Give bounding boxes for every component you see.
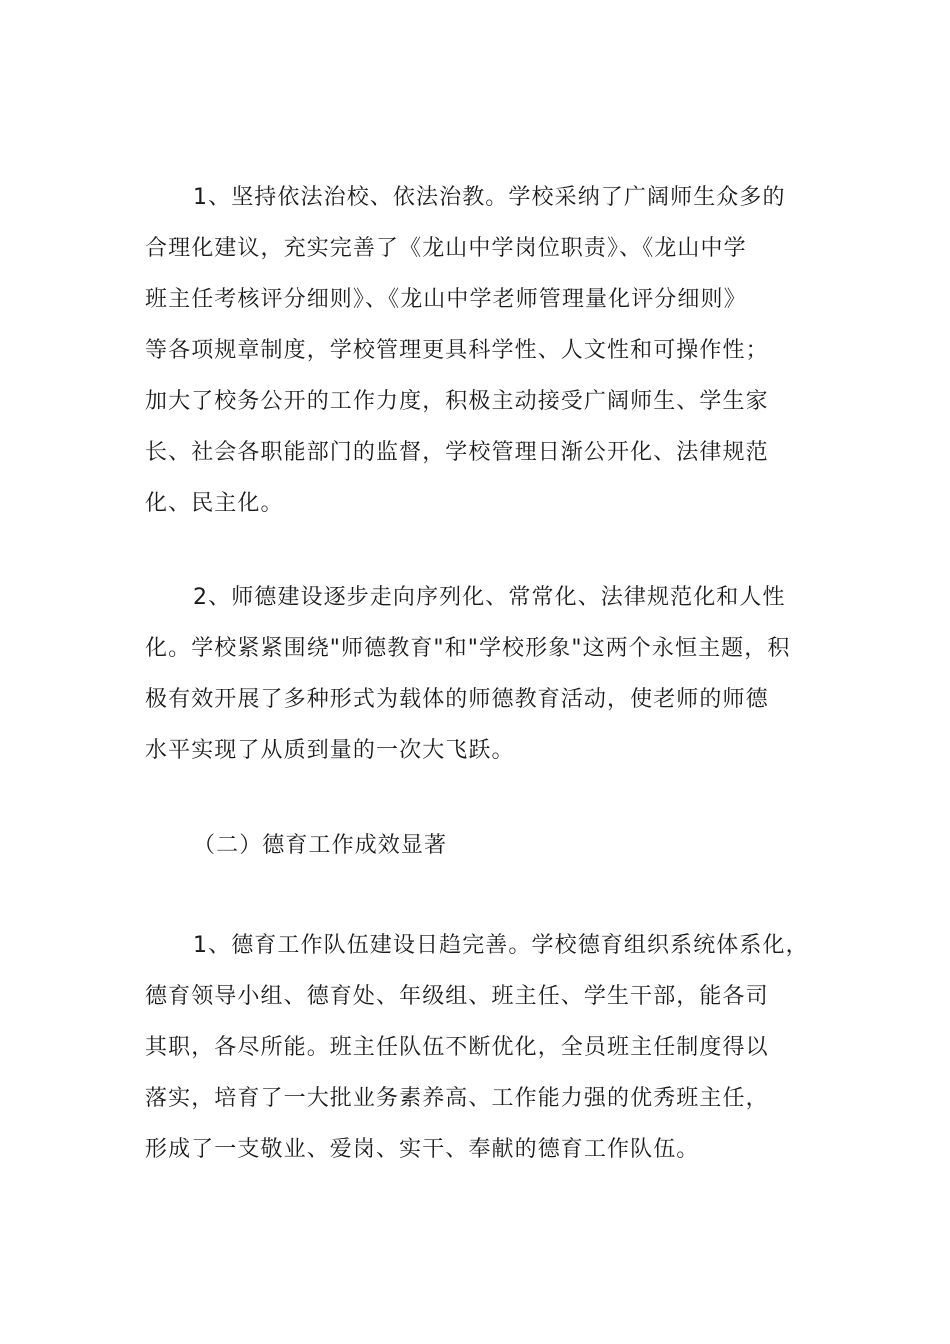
paragraph-line: 化。学校紧紧围绕"师德教育"和"学校形象"这两个永恒主题，积 xyxy=(145,636,791,661)
paragraph-line: 合理化建议，充实完善了《龙山中学岗位职责》、《龙山中学 xyxy=(145,236,747,261)
paragraph-line: 加大了校务公开的工作力度，积极主动接受广阔师生、学生家 xyxy=(145,389,769,414)
paragraph-line: 极有效开展了多种形式为载体的师德教育活动，使老师的师德 xyxy=(145,687,769,712)
section-heading-text: （二）德育工作成效显著 xyxy=(193,833,448,858)
paragraph-line: 其职，各尽所能。班主任队伍不断优化，全员班主任制度得以 xyxy=(145,1035,769,1060)
paragraph-rule-of-law xyxy=(145,172,825,529)
paragraph-line: 1、坚持依法治校、依法治教。学校采纳了广阔师生众多的 xyxy=(193,185,786,210)
paragraph-line: 长、社会各职能部门的监督，学校管理日渐公开化、法律规范 xyxy=(145,440,769,465)
paragraph-line: 落实，培育了一大批业务素养高、工作能力强的优秀班主任， xyxy=(145,1086,769,1111)
paragraph-line: 2、师德建设逐步走向序列化、常常化、法律规范化和人性 xyxy=(193,585,786,610)
section-heading xyxy=(145,820,825,871)
paragraph-line: 化、民主化。 xyxy=(145,491,284,516)
paragraph-line: 等各项规章制度，学校管理更具科学性、人文性和可操作性； xyxy=(145,338,769,363)
paragraph-teacher-ethics xyxy=(145,572,825,776)
paragraph-line: 班主任考核评分细则》、《龙山中学老师管理量化评分细则》 xyxy=(145,287,747,312)
paragraph-moral-education-team xyxy=(145,920,825,1175)
paragraph-line: 形成了一支敬业、爱岗、实干、奉献的德育工作队伍。 xyxy=(145,1137,700,1162)
paragraph-line: 水平实现了从质到量的一次大飞跃。 xyxy=(145,738,515,763)
paragraph-line: 1、德育工作队伍建设日趋完善。学校德育组织系统体系化， xyxy=(193,933,809,958)
paragraph-line: 德育领导小组、德育处、年级组、班主任、学生干部，能各司 xyxy=(145,984,769,1009)
